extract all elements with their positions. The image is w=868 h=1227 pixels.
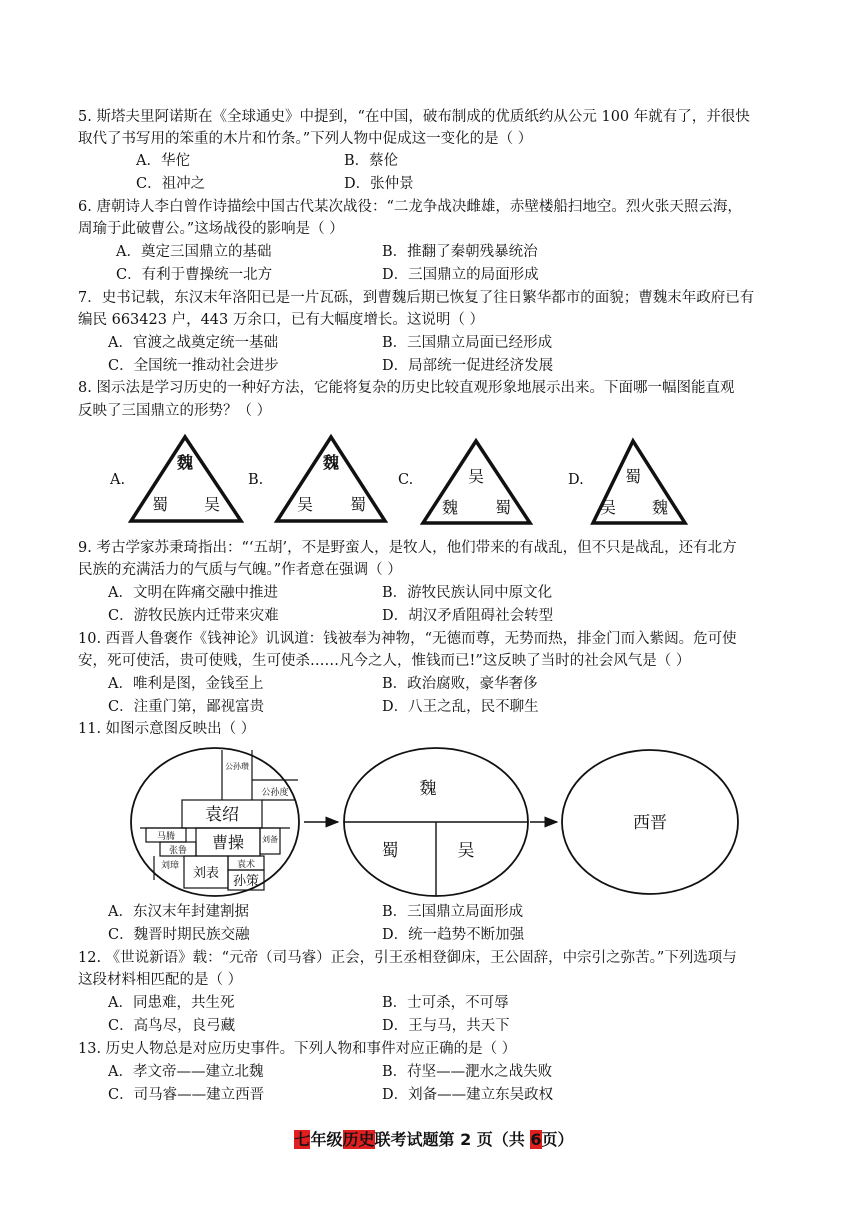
triangle-b-left: 吴	[296, 495, 314, 514]
q9-option-a: A．文明在阵痛交融中推进	[108, 585, 278, 601]
footer-grade-number: 七	[294, 1130, 311, 1149]
q9-option-c: C．游牧民族内迁带来灾难	[108, 608, 279, 624]
q12-option-b: B．士可杀，不可辱	[382, 995, 509, 1011]
triangle-d	[593, 441, 685, 523]
q8-label-b: B.	[248, 472, 264, 488]
q12-stem-line2: 这段材料相匹配的是（ ）	[78, 972, 243, 988]
q6-stem-line2: 周瑜于此破曹公。”这场战役的影响是（ ）	[78, 221, 344, 237]
q8-label-a: A.	[110, 472, 126, 488]
triangle-d-right: 魏	[651, 498, 669, 517]
q5-option-b: B．蔡伦	[344, 153, 399, 169]
q8-stem-line2: 反映了三国鼎立的形势？（ ）	[78, 403, 272, 419]
q12-option-c: C．高鸟尽，良弓藏	[108, 1018, 236, 1034]
q10-option-c: C．注重门第，鄙视富贵	[108, 699, 265, 715]
triangle-c	[423, 441, 530, 523]
label-liu-zhang: 刘璋	[160, 861, 180, 871]
q5-option-c: C．祖冲之	[136, 176, 206, 192]
q5-option-a: A．华佗	[136, 153, 190, 169]
q11-option-c: C．魏晋时期民族交融	[108, 927, 250, 943]
q8-stem-line1: 8. 图示法是学习历史的一种好方法，它能将复杂的历史比较直观形象地展示出来。下面哪一幅图能直观	[78, 380, 735, 396]
label-cao-cao: 曹操	[211, 833, 245, 852]
q7-option-d: D．局部统一促进经济发展	[382, 358, 554, 374]
q9-stem-line1: 9. 考古学家苏秉琦指出：“‘五胡’，不是野蛮人，是牧人，他们带来的有战乱，但不只是战乱，还有北方	[78, 540, 737, 556]
q13-stem: 13. 历史人物总是对应历史事件。下列人物和事件对应正确的是（ ）	[78, 1041, 517, 1057]
q6-option-a: A．奠定三国鼎立的基础	[116, 244, 272, 260]
q6-option-d: D．三国鼎立的局面形成	[382, 267, 539, 283]
three-kingdoms-circle	[344, 748, 528, 896]
triangle-b-right: 蜀	[349, 495, 367, 514]
q5-stem-line2: 取代了书写用的笨重的木片和竹条。”下列人物中促成这一变化的是（ ）	[78, 131, 533, 147]
q5-option-d: D．张仲景	[344, 176, 414, 192]
footer-end: 页）	[541, 1130, 574, 1149]
q10-option-b: B．政治腐败，豪华奢侈	[382, 676, 538, 692]
q5-stem-line1: 5. 斯塔夫里阿诺斯在《全球通史》中提到，“在中国，破布制成的优质纸约从公元 100 年就有了，并很快	[78, 109, 750, 125]
triangle-a-right: 吴	[203, 495, 221, 514]
warlord-circle	[131, 748, 299, 896]
label-liu-biao: 刘表	[192, 866, 220, 881]
triangle-a	[131, 437, 241, 521]
label-ma-teng: 马腾	[156, 832, 176, 842]
triangle-d-top: 蜀	[624, 467, 642, 486]
label-western-jin: 西晋	[633, 813, 667, 833]
q7-stem-line2: 编民 663423 户，443 万余口，已有大幅度增长。这说明（ ）	[78, 312, 484, 328]
triangle-c-top: 吴	[467, 467, 485, 486]
q10-option-a: A．唯利是图，金钱至上	[108, 676, 264, 692]
q10-stem-line2: 安，死可使活，贵可使贱，生可使杀……凡今之人，惟钱而已!”这反映了当时的社会风气是（ ）	[78, 653, 691, 669]
label-sun-ce: 孙策	[232, 874, 260, 889]
q12-option-a: A．同患难，共生死	[108, 995, 235, 1011]
q12-option-d: D．王与马，共天下	[382, 1018, 510, 1034]
q13-option-d: D．刘备——建立东吴政权	[382, 1087, 554, 1103]
label-liu-bei: 刘备	[262, 835, 278, 844]
q11-stem: 11. 如图示意图反映出（ ）	[78, 721, 256, 737]
western-jin-circle	[562, 750, 738, 894]
triangle-d-left: 吴	[599, 498, 617, 517]
q11-diagram	[0, 740, 868, 900]
q12-stem-line1: 12. 《世说新语》载：“元帝（司马睿）正会，引王丞相登御床，王公固辞，中宗引之弥苦。”下列选项与	[78, 950, 737, 966]
triangle-a-top: 魏	[176, 453, 194, 472]
q7-option-b: B．三国鼎立局面已经形成	[382, 335, 553, 351]
q9-option-d: D．胡汉矛盾阻碍社会转型	[382, 608, 554, 624]
triangle-a-left: 蜀	[151, 495, 169, 514]
q10-stem-line1: 10. 西晋人鲁褒作《钱神论》讥讽道：钱被奉为神物，“无德而尊，无势而热，排金门而入紫闼。危可使	[78, 631, 737, 647]
q9-option-b: B．游牧民族认同中原文化	[382, 585, 553, 601]
label-wei: 魏	[419, 779, 437, 799]
q13-option-a: A．孝文帝——建立北魏	[108, 1064, 264, 1080]
q13-option-b: B．苻坚——淝水之战失败	[382, 1064, 553, 1080]
q6-option-c: C．有利于曹操统一北方	[116, 267, 273, 283]
label-shu: 蜀	[381, 841, 399, 861]
footer-subject: 历史	[342, 1130, 375, 1149]
footer-total-pages: 6	[530, 1130, 542, 1149]
q8-label-c: C.	[398, 472, 414, 488]
q11-option-b: B．三国鼎立局面形成	[382, 904, 524, 920]
label-zhang-lu: 张鲁	[168, 846, 188, 856]
q7-stem-line1: 7．史书记载，东汉末年洛阳已是一片瓦砾，到曹魏后期已恢复了往日繁华都市的面貌；曹魏末年政府已有	[78, 290, 755, 306]
label-gongsun-du: 公孙度	[261, 788, 289, 798]
q6-stem-line1: 6. 唐朝诗人李白曾作诗描绘中国古代某次战役：“二龙争战决雌雄，赤壁楼船扫地空。烈火张天照云海，	[78, 199, 742, 215]
triangle-c-left: 魏	[441, 498, 459, 517]
q6-option-b: B．推翻了秦朝残暴统治	[382, 244, 538, 260]
q11-option-a: A．东汉末年封建割据	[108, 904, 249, 920]
q13-option-c: C．司马睿——建立西晋	[108, 1087, 265, 1103]
label-wu: 吴	[457, 841, 475, 861]
label-yuan-shu: 袁术	[236, 860, 256, 870]
q7-option-c: C．全国统一推动社会进步	[108, 358, 279, 374]
q9-stem-line2: 民族的充满活力的气质与气魄。”作者意在强调（ ）	[78, 562, 402, 578]
q10-option-d: D．八王之乱，民不聊生	[382, 699, 539, 715]
q8-label-d: D.	[568, 472, 584, 488]
label-gongsun-zan: 公孙瓒	[225, 762, 249, 771]
footer-grade-text: 年级	[310, 1130, 343, 1149]
page-footer	[0, 1127, 868, 1150]
label-yuan-shao: 袁绍	[205, 805, 239, 825]
triangle-c-right: 蜀	[494, 498, 512, 517]
triangle-b-top: 魏	[322, 453, 340, 472]
q7-option-a: A．官渡之战奠定统一基础	[108, 335, 278, 351]
q11-option-d: D．统一趋势不断加强	[382, 927, 525, 943]
q8-triangles	[0, 0, 868, 560]
footer-page-text: 联考试题第 2 页（共	[374, 1130, 531, 1149]
triangle-b	[277, 437, 385, 521]
